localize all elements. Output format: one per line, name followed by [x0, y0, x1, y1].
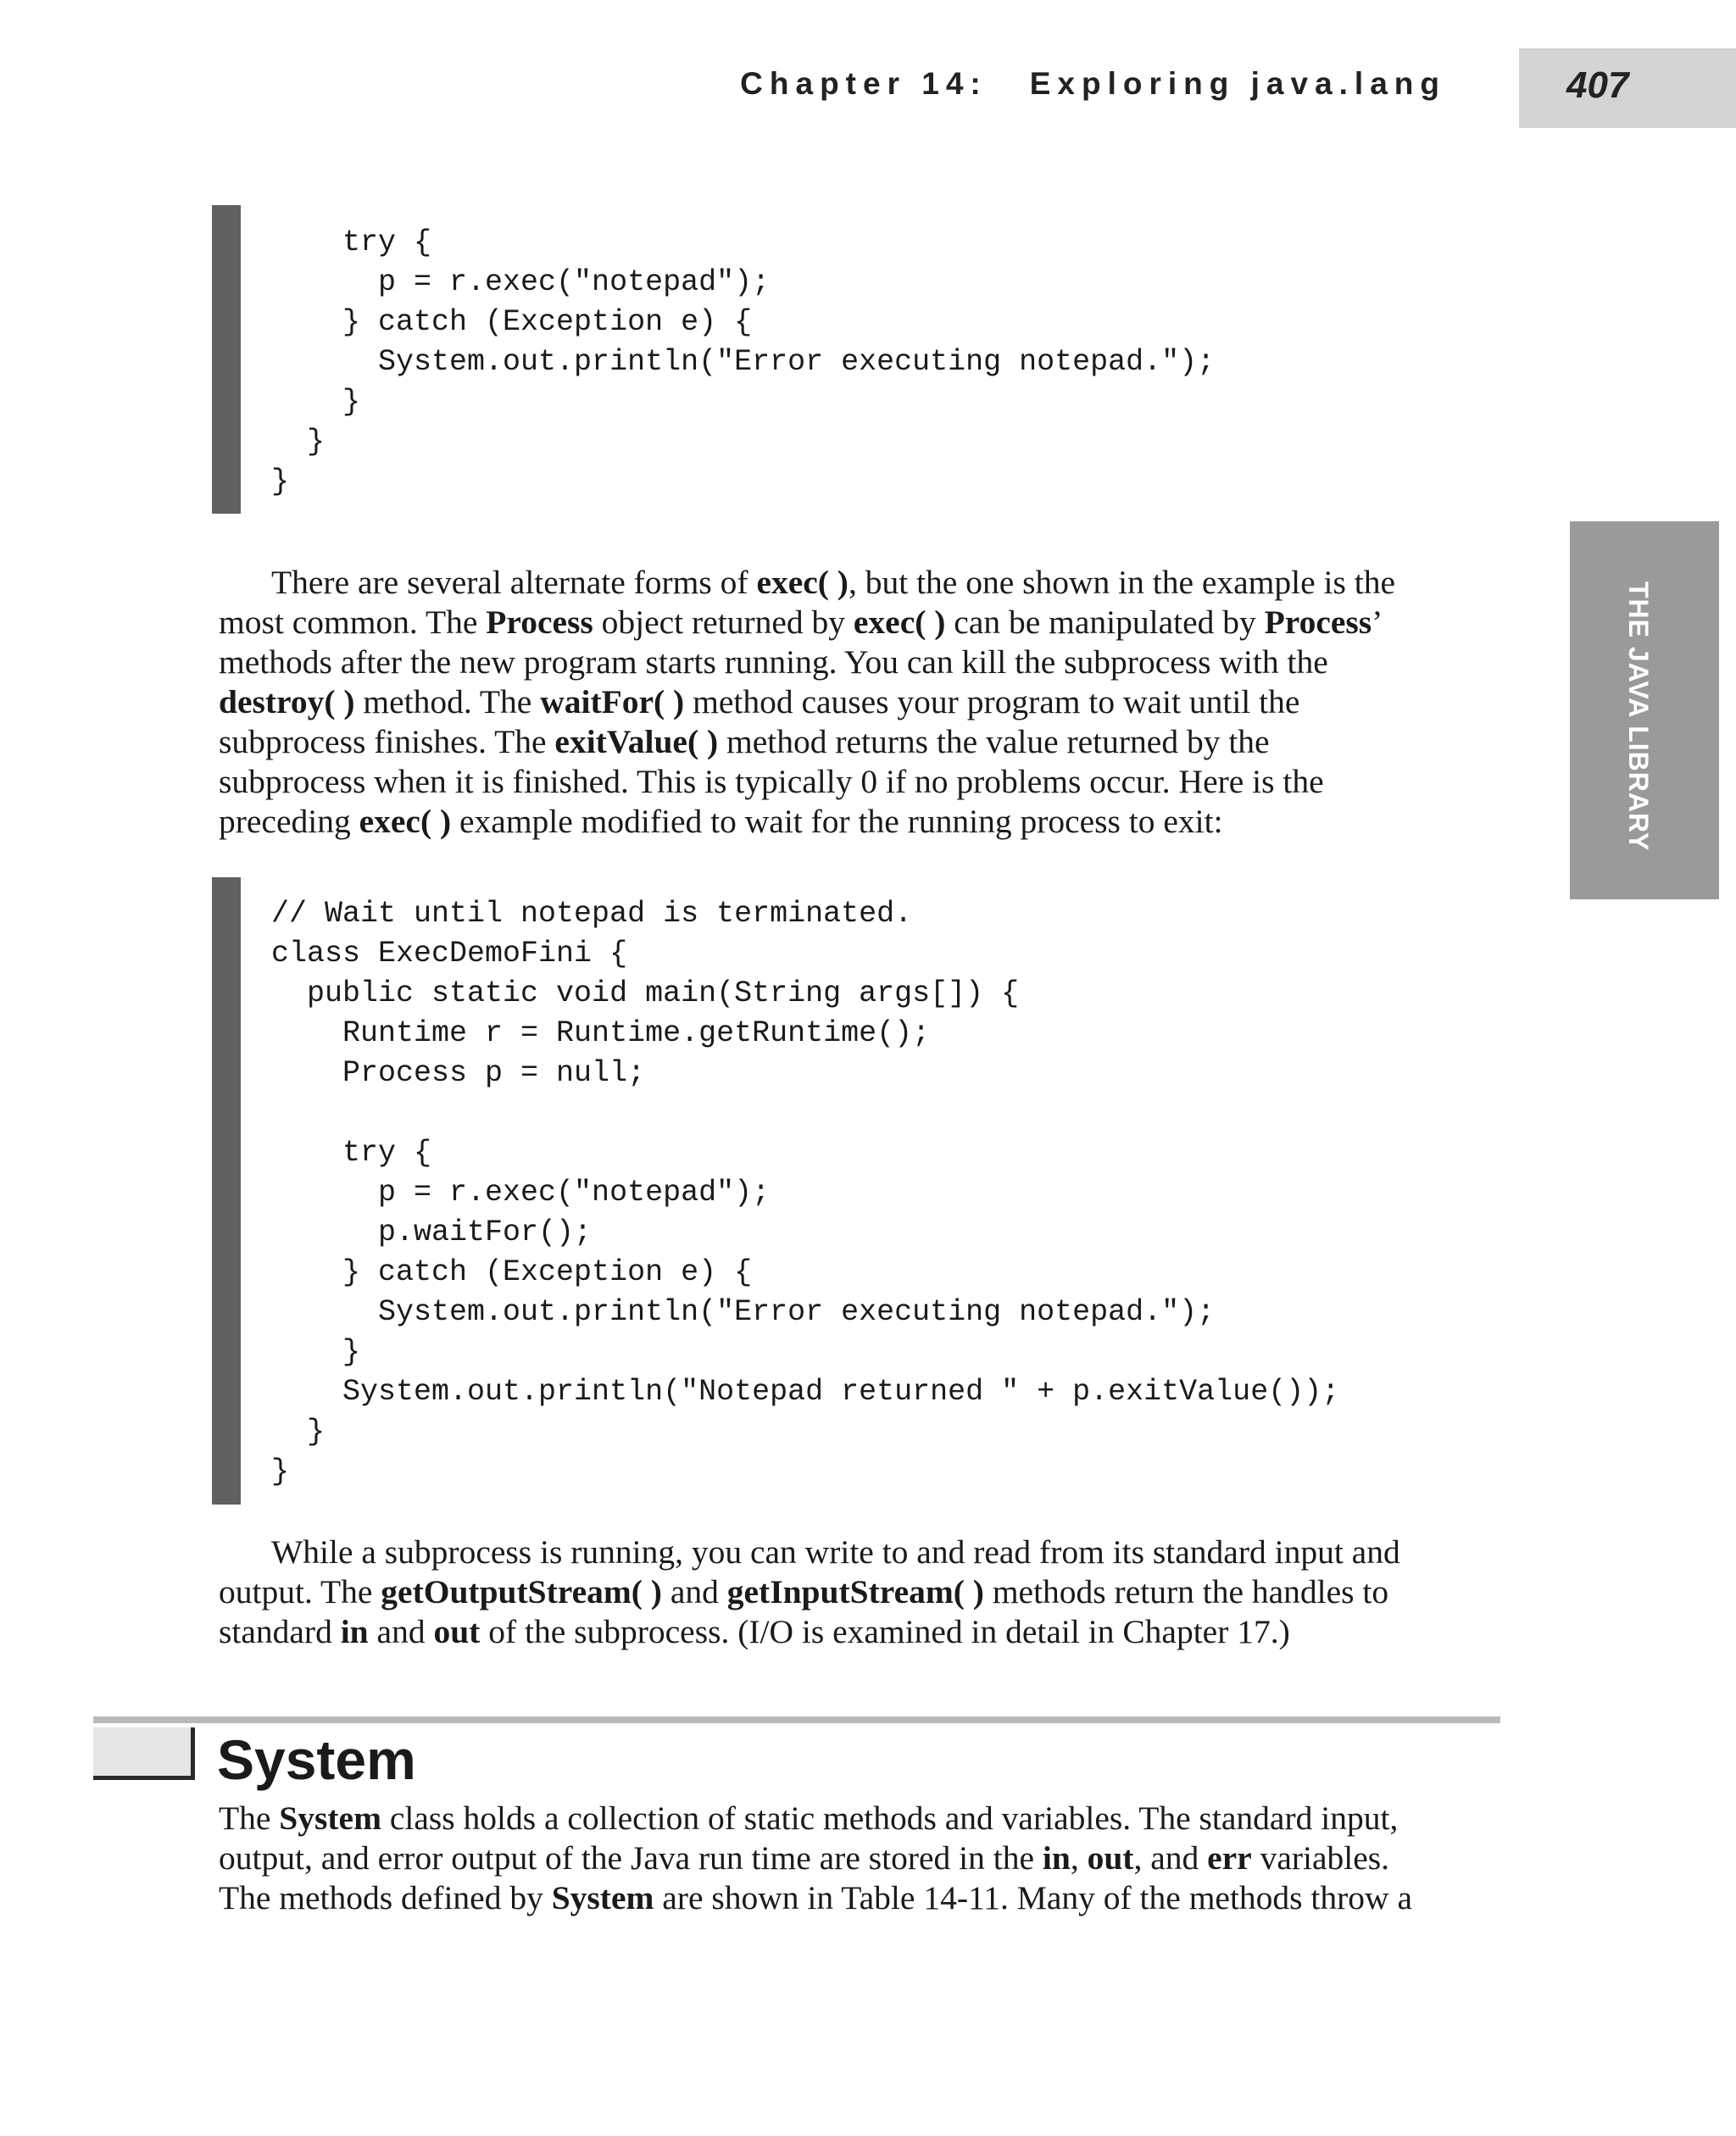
- code-line: p.waitFor();: [271, 1215, 593, 1249]
- text-line: There are several alternate forms of exec( ), but the one shown in the example is the: [271, 564, 1396, 601]
- code-line: } catch (Exception e) {: [271, 1255, 753, 1289]
- section-marker: [93, 1727, 195, 1780]
- code-line: }: [271, 464, 290, 498]
- code-line: System.out.println("Error executing notepad.");: [271, 1295, 1216, 1329]
- code-line: } catch (Exception e) {: [271, 305, 753, 339]
- text-line: output, and error output of the Java run time are stored in the in, out, and err variables.: [219, 1839, 1390, 1877]
- section-heading: System: [217, 1728, 416, 1791]
- code-block-bar: [212, 205, 241, 514]
- code-line: }: [271, 1335, 361, 1369]
- code-line: // Wait until notepad is terminated.: [271, 897, 913, 931]
- code-line: System.out.println("Notepad returned " + p.exitValue());: [271, 1375, 1340, 1409]
- code-block-exec-demo-fini: [212, 877, 1483, 1505]
- text-line: subprocess when it is finished. This is typically 0 if no problems occur. Here is the: [219, 763, 1324, 800]
- section-rule: [93, 1716, 1500, 1723]
- chapter-label: Chapter 14:: [740, 66, 988, 101]
- text-line: output. The getOutputStream( ) and getInputStream( ) methods return the handles to: [219, 1573, 1389, 1610]
- code-line: p = r.exec("notepad");: [271, 1176, 771, 1210]
- text-line: subprocess finishes. The exitValue( ) method returns the value returned by the: [219, 723, 1270, 760]
- code-line: }: [271, 425, 326, 459]
- paragraph-system-class: [219, 1799, 1499, 1918]
- paragraph-exec-forms: [219, 563, 1499, 842]
- code-line: }: [271, 385, 361, 419]
- paragraph-subprocess-streams: [219, 1532, 1499, 1652]
- code-line: try {: [271, 225, 432, 259]
- text-line: The System class holds a collection of static methods and variables. The standard input,: [219, 1799, 1399, 1837]
- code-line: System.out.println("Error executing notepad.");: [271, 345, 1216, 379]
- text-line: destroy( ) method. The waitFor( ) method causes your program to wait until the: [219, 683, 1300, 720]
- side-tab-label: THE JAVA LIBRARY: [1623, 581, 1654, 852]
- page-number: 407: [1566, 64, 1629, 106]
- text-line: standard in and out of the subprocess. (I/O is examined in detail in Chapter 17.): [219, 1613, 1290, 1650]
- text-line: The methods defined by System are shown in Table 14-11. Many of the methods throw a: [219, 1879, 1412, 1916]
- code-line: try {: [271, 1136, 432, 1170]
- text-line: preceding exec( ) example modified to wait for the running process to exit:: [219, 803, 1223, 840]
- code-listing: [271, 894, 1339, 1492]
- running-header: [740, 66, 1446, 102]
- code-line: public static void main(String args[]) {: [271, 976, 1020, 1010]
- code-line: Process p = null;: [271, 1056, 646, 1090]
- code-listing: [271, 223, 1215, 502]
- code-line: }: [271, 1455, 290, 1488]
- code-block-bar: [212, 877, 241, 1505]
- chapter-title: Exploring java.lang: [1029, 66, 1446, 101]
- code-block-exec: [212, 205, 1483, 514]
- code-line: }: [271, 1415, 326, 1449]
- code-line: [271, 1093, 1339, 1133]
- code-line: Runtime r = Runtime.getRuntime();: [271, 1016, 931, 1050]
- code-line: p = r.exec("notepad");: [271, 265, 771, 299]
- text-line: While a subprocess is running, you can write to and read from its standard input and: [271, 1533, 1400, 1571]
- text-line: methods after the new program starts running. You can kill the subprocess with the: [219, 643, 1328, 681]
- code-line: class ExecDemoFini {: [271, 937, 628, 971]
- text-line: most common. The Process object returned by exec( ) can be manipulated by Process’: [219, 604, 1383, 641]
